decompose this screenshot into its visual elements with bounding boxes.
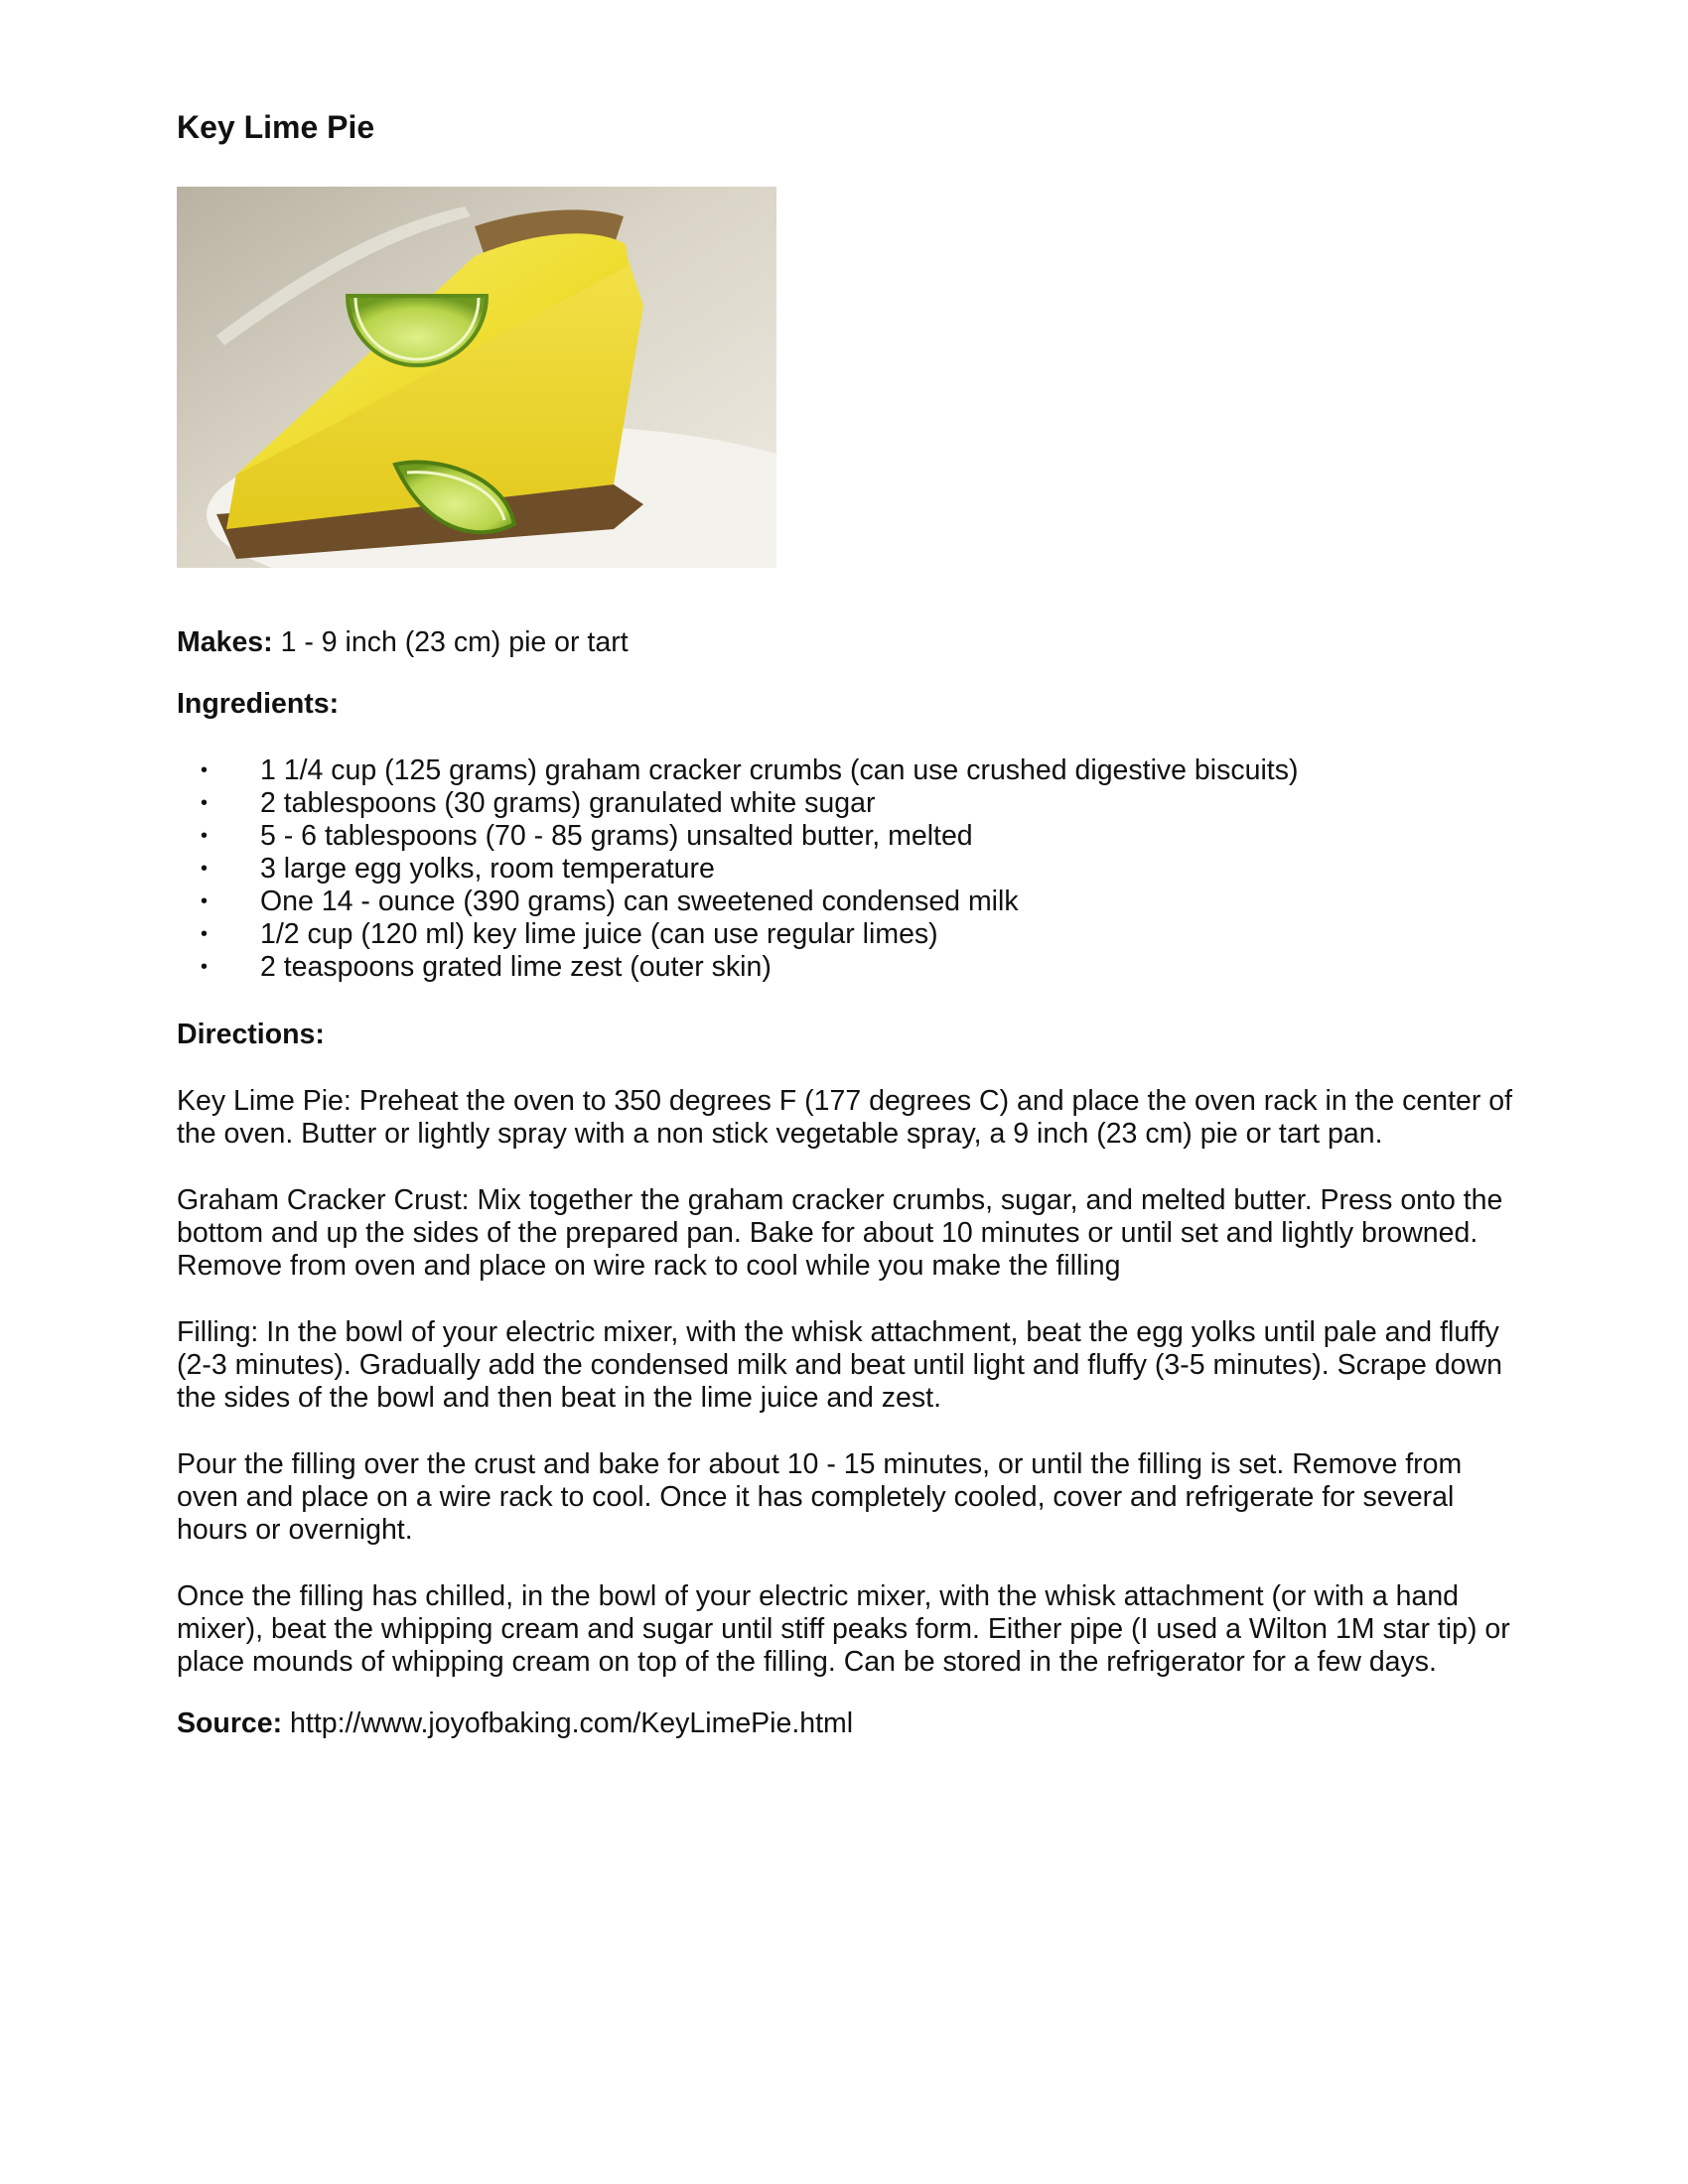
bullet-icon: •: [201, 923, 209, 945]
pie-photo: [177, 187, 776, 568]
ingredients-heading: Ingredients:: [177, 688, 340, 720]
makes-value: 1 - 9 inch (23 cm) pie or tart: [280, 626, 629, 658]
directions-paragraph: Pour the filling over the crust and bake for about 10 - 15 minutes, or until the filling is set. Remove from oven and place on a wire rack to cool. Once it has completely cooled, cover and refrigerate for several hours or overnight.: [177, 1448, 1463, 1546]
directions-paragraph: Graham Cracker Crust: Mix together the graham cracker crumbs, sugar, and melted butter. Press onto the bottom and up the sides of the prepared pan. Bake for about 10 minutes or until set and lightly browned. Remove from oven and place on wire rack to cool while you make the filling: [177, 1184, 1503, 1282]
list-item: • One 14 - ounce (390 grams) can sweetened condensed milk: [201, 886, 1019, 917]
source-link[interactable]: http://www.joyofbaking.com/KeyLimePie.html: [290, 1707, 854, 1739]
source-label: Source:: [177, 1707, 283, 1739]
page-title: Key Lime Pie: [177, 109, 375, 145]
directions-heading: Directions:: [177, 1019, 325, 1050]
makes-label: Makes:: [177, 626, 273, 658]
directions-paragraph: Key Lime Pie: Preheat the oven to 350 degrees F (177 degrees C) and place the oven rack in the center of the oven. Butter or lightly spray with a non stick vegetable spray, a 9 inch (23 cm) pie or tart pan.: [177, 1085, 1513, 1150]
list-item: • 2 teaspoons grated lime zest (outer skin): [201, 951, 772, 983]
bullet-icon: •: [201, 759, 209, 781]
bullet-icon: •: [201, 890, 209, 912]
list-item: • 2 tablespoons (30 grams) granulated white sugar: [201, 787, 876, 819]
directions-paragraph: Once the filling has chilled, in the bowl of your electric mixer, with the whisk attachment (or with a hand mixer), beat the whipping cream and sugar until stiff peaks form. Either pipe (I used a Wilton 1M star tip) or place mounds of whipping cream on top of the filling. Can be stored in the refrigerator for a few days.: [177, 1580, 1510, 1678]
list-item: • 1 1/4 cup (125 grams) graham cracker crumbs (can use crushed digestive biscuits): [201, 754, 1299, 786]
bullet-icon: •: [201, 825, 209, 847]
list-item: • 3 large egg yolks, room temperature: [201, 853, 715, 885]
makes-line: [177, 626, 1527, 659]
bullet-icon: •: [201, 792, 209, 814]
ingredients-list: [177, 754, 1527, 984]
directions-paragraph: Filling: In the bowl of your electric mixer, with the whisk attachment, beat the egg yolks until pale and fluffy (2-3 minutes). Gradually add the condensed milk and beat until light and fluffy (3-5 minutes). Scrape down the sides of the bowl and then beat in the lime juice and zest.: [177, 1316, 1502, 1414]
list-item: • 1/2 cup (120 ml) key lime juice (can use regular limes): [201, 918, 938, 950]
source-line: [177, 1707, 1527, 1740]
bullet-icon: •: [201, 858, 209, 880]
bullet-icon: •: [201, 956, 209, 978]
recipe-page: [177, 107, 1527, 1740]
list-item: • 5 - 6 tablespoons (70 - 85 grams) unsalted butter, melted: [201, 820, 973, 852]
